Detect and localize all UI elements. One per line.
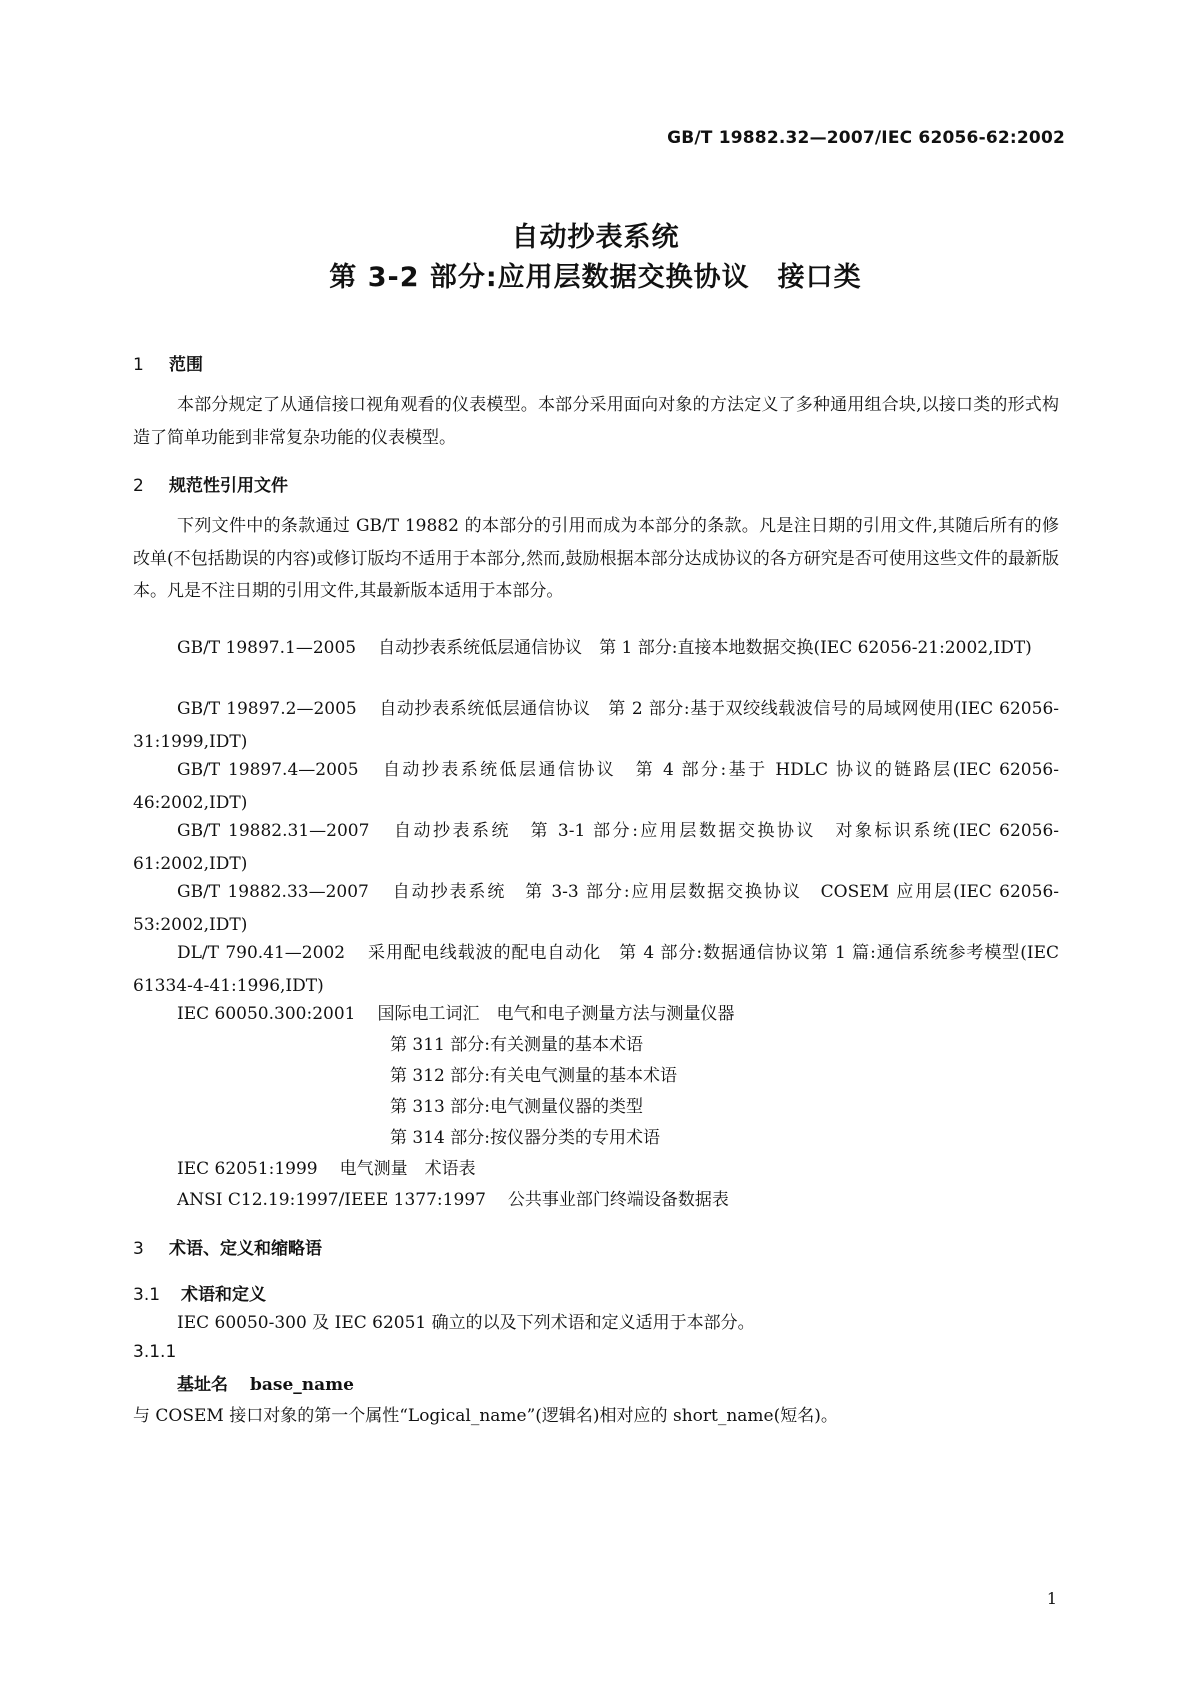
reference-subpart: 第 311 部分:有关测量的基本术语	[390, 1035, 643, 1055]
document-title-line2: 第 3-2 部分:应用层数据交换协议 接口类	[329, 262, 862, 293]
term-heading	[177, 1373, 354, 1397]
section-number: 2	[133, 476, 144, 496]
reference-code: GB/T 19882.33—2007	[177, 882, 369, 902]
term-definition: 与 COSEM 接口对象的第一个属性“Logical_name”(逻辑名)相对应的 short_name(短名)。	[133, 1406, 838, 1426]
reference-item	[133, 876, 1059, 941]
page-number: 1	[1046, 1589, 1057, 1608]
reference-title: 公共事业部门终端设备数据表	[507, 1190, 729, 1210]
reference-iec60050	[177, 1002, 734, 1026]
section-3-1-paragraph: IEC 60050-300 及 IEC 62051 确立的以及下列术语和定义适用于本部分。	[177, 1313, 755, 1333]
reference-item	[133, 937, 1059, 1002]
reference-title: 自动抄表系统低层通信协议 第 2 部分:基于双绞线载波信号的局域网使用(IEC 62056-31:1999,IDT)	[133, 699, 1059, 752]
standard-code: GB/T 19882.32—2007/IEC 62056-62:2002	[667, 128, 1065, 148]
reference-title: 自动抄表系统低层通信协议 第 1 部分:直接本地数据交换(IEC 62056-21:2002,IDT)	[378, 638, 1032, 658]
section-1-paragraph: 本部分规定了从通信接口视角观看的仪表模型。本部分采用面向对象的方法定义了多种通用组合块,以接口类的形式构造了简单功能到非常复杂功能的仪表模型。	[133, 395, 1059, 448]
reference-subpart: 第 314 部分:按仪器分类的专用术语	[390, 1128, 660, 1148]
reference-code: DL/T 790.41—2002	[177, 943, 346, 963]
section-3-heading	[133, 1234, 322, 1259]
section-number: 1	[133, 355, 144, 375]
section-number: 3	[133, 1239, 144, 1259]
reference-title: 电气测量 术语表	[339, 1159, 476, 1179]
reference-code: GB/T 19897.4—2005	[177, 760, 359, 780]
reference-title: 自动抄表系统低层通信协议 第 4 部分:基于 HDLC 协议的链路层(IEC 62056-46:2002,IDT)	[133, 760, 1059, 813]
reference-item	[133, 754, 1059, 819]
reference-title: 自动抄表系统 第 3-1 部分:应用层数据交换协议 对象标识系统(IEC 62056-61:2002,IDT)	[133, 821, 1060, 874]
reference-code: GB/T 19882.31—2007	[177, 821, 370, 841]
reference-title: 自动抄表系统 第 3-3 部分:应用层数据交换协议 COSEM 应用层(IEC 62056-53:2002,IDT)	[133, 882, 1060, 935]
reference-ansi	[177, 1188, 729, 1212]
section-title: 术语、定义和缩略语	[169, 1239, 322, 1259]
section-1-heading	[133, 350, 203, 375]
section-3-1-heading	[133, 1280, 266, 1305]
reference-subpart: 第 312 部分:有关电气测量的基本术语	[390, 1066, 677, 1086]
reference-title: 采用配电线载波的配电自动化 第 4 部分:数据通信协议第 1 篇:通信系统参考模型(IEC 61334-4-41:1996,IDT)	[133, 943, 1059, 996]
section-title: 范围	[169, 355, 203, 375]
term-english: base_name	[250, 1375, 354, 1395]
section-title: 规范性引用文件	[169, 476, 288, 496]
reference-item	[133, 815, 1059, 880]
reference-subpart: 第 313 部分:电气测量仪器的类型	[390, 1097, 643, 1117]
reference-title: 国际电工词汇 电气和电子测量方法与测量仪器	[377, 1004, 735, 1024]
document-title-line1: 自动抄表系统	[511, 222, 680, 253]
section-title: 术语和定义	[181, 1285, 266, 1305]
reference-item	[133, 632, 1059, 665]
reference-code: IEC 60050.300:2001	[177, 1004, 356, 1024]
section-3-1-1-number: 3.1.1	[133, 1342, 177, 1362]
reference-code: GB/T 19897.1—2005	[177, 638, 357, 658]
term-chinese: 基址名	[177, 1375, 228, 1395]
reference-code: GB/T 19897.2—2005	[177, 699, 357, 719]
reference-iec62051	[177, 1157, 476, 1181]
section-2-paragraph: 下列文件中的条款通过 GB/T 19882 的本部分的引用而成为本部分的条款。凡是注日期的引用文件,其随后所有的修改单(不包括勘误的内容)或修订版均不适用于本部分,然而,鼓励根据本部分达成协议的各方研究是否可使用这些文件的最新版本。凡是不注日期的引用文件,其最新版本适用于本部分。	[133, 516, 1059, 601]
section-number: 3.1	[133, 1285, 161, 1305]
reference-code: IEC 62051:1999	[177, 1159, 318, 1179]
section-2-heading	[133, 471, 288, 496]
reference-code: ANSI C12.19:1997/IEEE 1377:1997	[177, 1190, 486, 1210]
reference-item	[133, 693, 1059, 758]
